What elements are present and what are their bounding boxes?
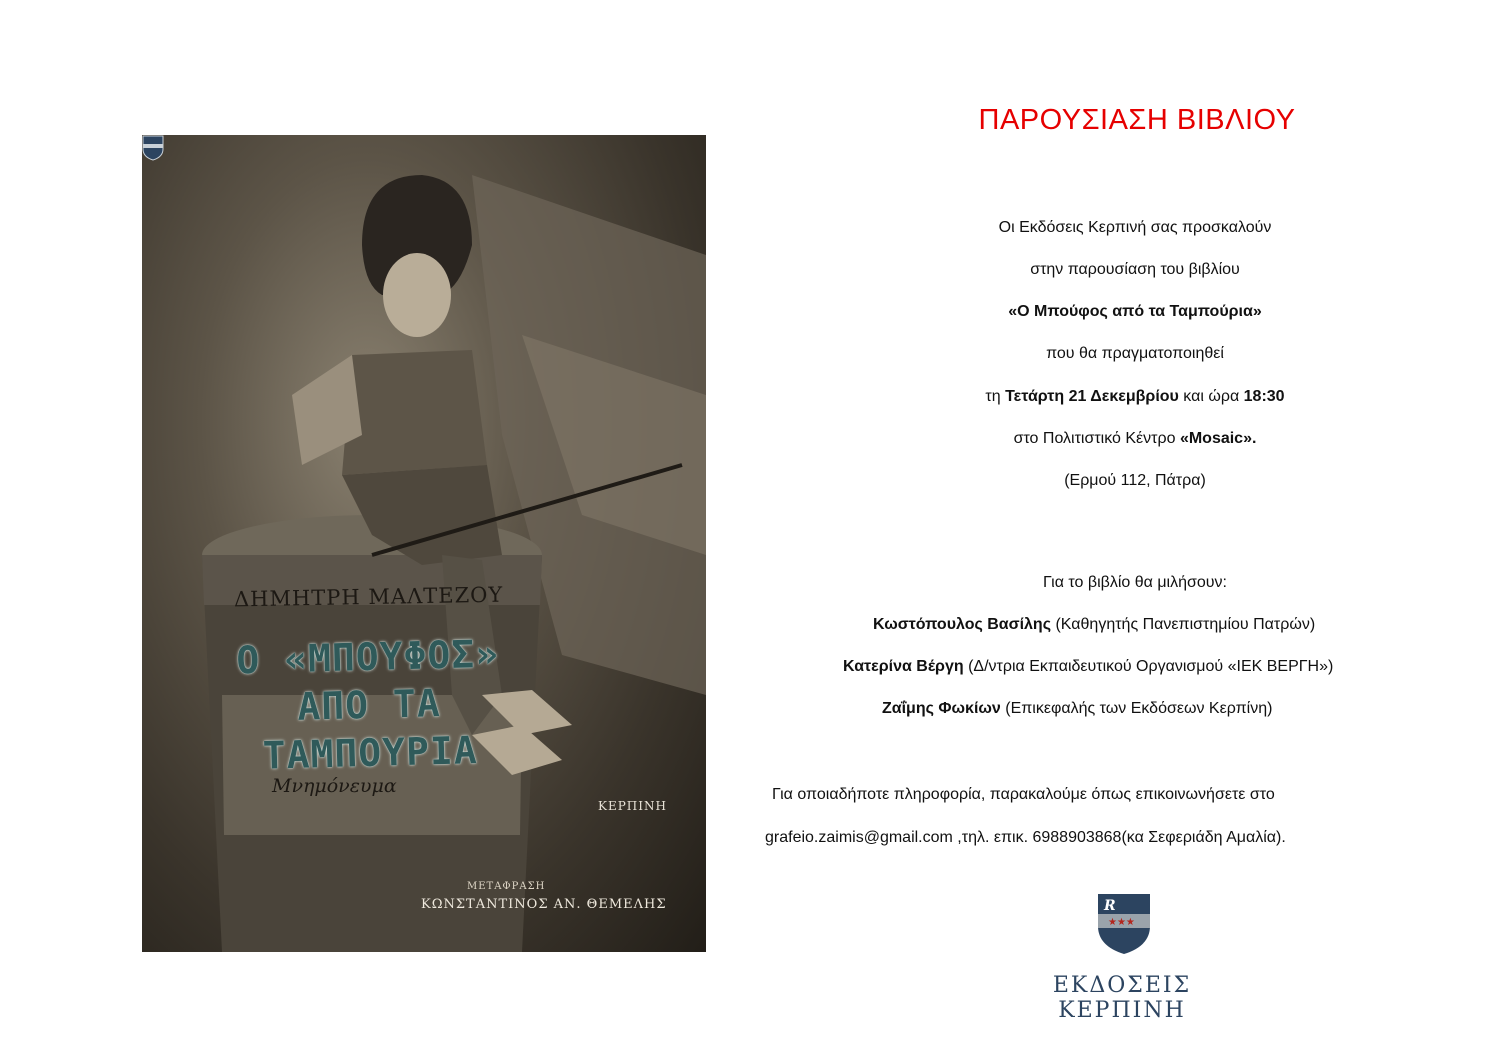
speaker-item [882, 699, 1497, 719]
speakers-intro: Για το βιβλίο θα μιλήσουν: [1043, 574, 1227, 591]
book-title [760, 302, 1497, 322]
speaker-name: Κατερίνα Βέργη [843, 658, 964, 675]
contact-line-2: grafeio.zaimis@gmail.com ,τηλ. επικ. 6988903868(κα Σεφεριάδη Αμαλία). [765, 829, 1286, 846]
cover-title [212, 629, 526, 781]
venue-line [760, 429, 1497, 449]
cover-publisher-shield-icon [142, 135, 164, 161]
page-title: ΠΑΡΟΥΣΙΑΣΗ ΒΙΒΛΙΟΥ [978, 104, 1296, 136]
cover-title-line: Ο «ΜΠΟΥΦΟΣ» [235, 631, 500, 683]
cover-author: ΔΗΜΗΤΡΗ ΜΑΛΤΕΖΟΥ [233, 582, 504, 612]
speaker-name: Ζαΐμης Φωκίων [882, 700, 1001, 717]
cover-translator: ΚΩΝΣΤΑΝΤΙΝΟΣ ΑΝ. ΘΕΜΕΛΗΣ [421, 897, 667, 912]
svg-text:★★★: ★★★ [1108, 917, 1135, 928]
book-cover-image [142, 135, 706, 952]
cover-publisher: ΚΕΡΠΙΝΗ [598, 799, 667, 813]
venue-address: (Ερμού 112, Πάτρα) [1064, 472, 1206, 489]
speaker-role: (Δ/ντρια Εκπαιδευτικού Οργανισμού «ΙΕΚ ΒΕΡΓΗ») [963, 658, 1334, 675]
publisher-logo-shield-icon [1096, 892, 1152, 956]
svg-text:R: R [1104, 898, 1116, 914]
venue-prefix: στο Πολιτιστικό Κέντρο [1013, 430, 1180, 447]
speaker-item [873, 615, 1497, 635]
invitation-line-1: Οι Εκδόσεις Κερπινή σας προσκαλούν [998, 219, 1272, 236]
date-prefix: τη [985, 388, 1006, 405]
book-title-text: «Ο Μπούφος από τα Ταμπούρια» [1008, 303, 1262, 320]
cover-photo-illustration [142, 135, 706, 952]
cover-title-line: ΤΑΜΠΟΥΡΙΑ [262, 728, 479, 778]
event-date: Τετάρτη 21 Δεκεμβρίου [1005, 388, 1179, 405]
venue-name: «Mosaic». [1179, 430, 1257, 447]
speaker-role: (Επικεφαλής των Εκδόσεων Κερπίνη) [1000, 700, 1273, 717]
invitation-line-4: που θα πραγματοποιηθεί [1046, 345, 1224, 362]
speaker-item [843, 657, 1497, 677]
cover-subtitle: Μνημόνευμα [272, 775, 397, 797]
speaker-role: (Καθηγητής Πανεπιστημίου Πατρών) [1051, 616, 1316, 633]
invitation-line-2: στην παρουσίαση του βιβλίου [1030, 261, 1240, 278]
time-prefix: και ώρα [1178, 388, 1244, 405]
cover-translation-label: ΜΕΤΑΦΡΑΣΗ [467, 881, 546, 892]
event-time: 18:30 [1243, 388, 1285, 405]
publisher-logo-text: ΕΚΔΟΣΕΙΣ ΚΕΡΠΙΝΗ [1052, 973, 1192, 1023]
cover-title-line: ΑΠΟ ΤΑ [296, 681, 442, 729]
contact-line-1: Για οποιαδήποτε πληροφορία, παρακαλούμε όπως επικοινωνήσετε στο [772, 786, 1275, 803]
event-date-line [760, 387, 1497, 407]
speaker-name: Κωστόπουλος Βασίλης [873, 616, 1052, 633]
